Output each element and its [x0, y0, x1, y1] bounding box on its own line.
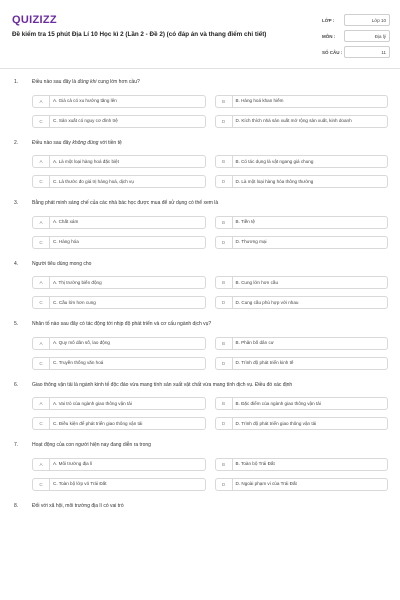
option-letter: B: [216, 96, 233, 107]
option-text: A. Môi trường địa lí: [53, 461, 93, 466]
option-text: A. Vai trò của ngành giao thông vận tải: [53, 400, 132, 406]
question-text-part: đúng khi: [77, 79, 97, 85]
option-text: A. Giá cả có xu hướng tăng lên: [53, 98, 117, 103]
option-letter: B: [216, 338, 233, 349]
option-text: B. Có tác dụng là vật ngang giá chung: [235, 158, 314, 164]
answer-option-b[interactable]: [215, 276, 389, 289]
answer-option-a[interactable]: [32, 276, 206, 289]
option-text: D. Ngoài phạm vi của Trái Đất: [235, 481, 297, 486]
option-text: C. Sản xuất có nguy cơ đình trệ: [53, 118, 118, 123]
option-text: B. Cung lớn hơn cầu: [235, 279, 279, 285]
answer-option-d[interactable]: [215, 296, 389, 309]
question-text-part: không đúng: [72, 139, 99, 146]
option-text: A. Là một loại hàng hoá đặc biệt: [53, 158, 119, 164]
worksheet-title: Đề kiểm tra 15 phút Địa Lí 10 Học kì 2 (Lần 2 - Đề 2) (có đáp án và thang điểm chi tiết): [12, 31, 267, 38]
option-letter: C: [33, 237, 50, 248]
answer-option-c[interactable]: [32, 296, 206, 309]
question-text-part: Nhân tố nào sau đây có tác động tới nhịp độ phát triển và cơ cấu ngành dịch vụ?: [32, 321, 212, 327]
option-letter: C: [33, 418, 50, 429]
meta-label: MÔN :: [322, 33, 336, 39]
option-letter: D: [216, 297, 233, 308]
question-text-part: với tiền tệ: [98, 139, 122, 146]
answer-option-c[interactable]: [32, 236, 206, 249]
question-list: [0, 77, 400, 519]
question-text: [32, 440, 386, 449]
answer-option-b[interactable]: [215, 397, 389, 410]
question-item: [0, 440, 400, 491]
option-letter: D: [216, 176, 233, 187]
option-text: C. Toàn bộ lớp vỏ Trái Đất: [53, 481, 107, 486]
option-letter: D: [216, 479, 233, 490]
meta-value: Lớp 10: [344, 14, 390, 26]
answer-option-c[interactable]: [32, 417, 206, 430]
question-item: [0, 138, 400, 189]
option-letter: A: [33, 156, 50, 167]
answer-option-a[interactable]: [32, 155, 206, 168]
answer-option-d[interactable]: [215, 417, 389, 430]
answer-option-d[interactable]: [215, 115, 389, 128]
option-letter: A: [33, 277, 50, 288]
meta-label: SỐ CÂU :: [322, 49, 343, 55]
question-text: [32, 138, 386, 147]
answer-options: [32, 397, 388, 430]
question-number: 3.: [14, 200, 19, 206]
question-number: 5.: [14, 321, 19, 327]
answer-option-c[interactable]: [32, 357, 206, 370]
answer-options: [32, 95, 388, 128]
meta-value: Địa lý: [344, 30, 390, 42]
option-text: D. Thương mại: [235, 239, 267, 244]
answer-option-b[interactable]: [215, 155, 389, 168]
question-text-part: Giao thông vận tải là ngành kinh tế độc đáo vừa mang tính sản xuất vật chất vừa mang tính dịch vụ. Điều đó xác định: [32, 381, 293, 388]
option-letter: C: [33, 479, 50, 490]
answer-option-b[interactable]: [215, 337, 389, 350]
question-text: [32, 380, 386, 389]
option-letter: A: [33, 398, 50, 409]
answer-option-d[interactable]: [215, 357, 389, 370]
option-text: C. Điều kiện để phát triển giao thông vận tải: [53, 420, 143, 426]
option-text: D. Trình độ phát triển giao thông vận tải: [235, 420, 317, 426]
answer-options: [32, 458, 388, 491]
option-text: A. Quy mô dân số, lao động: [53, 340, 110, 345]
option-letter: C: [33, 116, 50, 127]
option-text: B. Hàng hoá khan hiếm: [235, 98, 284, 103]
option-text: D. Cung cầu phù hợp với nhau: [235, 299, 299, 305]
question-number: 6.: [14, 381, 19, 388]
option-text: D. Là một loại hàng hóa thông thường: [235, 178, 314, 184]
question-text-part: cung lớn hơn cầu?: [96, 79, 140, 85]
answer-options: [32, 337, 388, 370]
option-letter: C: [33, 358, 50, 369]
answer-option-a[interactable]: [32, 337, 206, 350]
option-letter: A: [33, 459, 50, 470]
option-letter: B: [216, 459, 233, 470]
option-letter: B: [216, 217, 233, 228]
option-text: B. Toàn bộ Trái Đất: [235, 461, 275, 466]
question-item: [0, 319, 400, 370]
worksheet-header: [0, 0, 400, 72]
quizizz-logo: QUIZIZZ: [12, 14, 57, 26]
option-text: B. Tiền tệ: [235, 219, 255, 224]
question-item: [0, 259, 400, 310]
question-item: [0, 198, 400, 249]
option-text: C. Cầu lớn hơn cung: [53, 299, 96, 305]
worksheet-meta: [322, 13, 390, 61]
option-letter: A: [33, 338, 50, 349]
option-text: C. Truyền thống văn hoá: [53, 360, 104, 365]
answer-option-d[interactable]: [215, 478, 389, 491]
question-number: 8.: [14, 502, 19, 509]
answer-options: [32, 216, 388, 249]
question-number: 1.: [14, 79, 19, 85]
header-divider: [0, 68, 400, 69]
option-text: B. Đặc điểm của ngành giao thông vận tải: [235, 400, 321, 406]
option-letter: A: [33, 217, 50, 228]
option-text: D. Kích thích nhà sản xuất mở rộng sản xuất, kinh doanh: [235, 118, 352, 123]
option-text: C. Hàng hóa: [53, 239, 79, 244]
answer-option-c[interactable]: [32, 478, 206, 491]
question-text: [32, 77, 386, 86]
option-letter: D: [216, 358, 233, 369]
question-text-part: Điều nào sau đây: [32, 139, 73, 146]
question-number: 2.: [14, 139, 19, 146]
question-item: [0, 501, 400, 510]
meta-row: [322, 13, 390, 27]
meta-row: [322, 29, 390, 43]
option-letter: C: [33, 297, 50, 308]
question-text-part: Đối với xã hội, môi trường địa lí có vai trò: [32, 502, 124, 509]
answer-option-a[interactable]: [32, 458, 206, 471]
question-item: [0, 77, 400, 128]
answer-option-b[interactable]: [215, 95, 389, 108]
question-text-part: Điều nào sau đây là: [32, 79, 78, 85]
answer-option-b[interactable]: [215, 458, 389, 471]
answer-option-c[interactable]: [32, 115, 206, 128]
option-text: B. Phân bố dân cư: [235, 340, 274, 345]
question-text-part: Hoạt động của con người hiện nay đang diễn ra trong: [32, 442, 151, 448]
question-text: [32, 501, 386, 510]
meta-label: LỚP :: [322, 17, 335, 23]
question-text-part: Bằng phát minh sáng chế của các nhà bác học được mua để sử dụng có thể xem là: [32, 200, 219, 206]
answer-option-a[interactable]: [32, 397, 206, 410]
option-text: A. Thị trường biến động: [53, 279, 102, 285]
question-number: 7.: [14, 442, 19, 448]
question-text-part: Người tiêu dùng mong cho: [32, 260, 92, 267]
option-letter: A: [33, 96, 50, 107]
answer-options: [32, 276, 388, 309]
meta-row: [322, 45, 390, 59]
answer-option-a[interactable]: [32, 216, 206, 229]
answer-option-d[interactable]: [215, 175, 389, 188]
answer-options: [32, 155, 388, 188]
option-text: C. Là thước đo giá trị hàng hoá, dịch vụ: [53, 178, 134, 184]
answer-option-c[interactable]: [32, 175, 206, 188]
option-letter: B: [216, 398, 233, 409]
answer-option-b[interactable]: [215, 216, 389, 229]
question-item: [0, 380, 400, 431]
option-letter: B: [216, 156, 233, 167]
option-text: A. Chất xám: [53, 219, 79, 224]
option-letter: B: [216, 277, 233, 288]
answer-option-a[interactable]: [32, 95, 206, 108]
question-text: [32, 198, 386, 207]
option-text: D. Trình độ phát triển kinh tế: [235, 360, 294, 365]
answer-option-d[interactable]: [215, 236, 389, 249]
option-letter: C: [33, 176, 50, 187]
question-text: [32, 259, 386, 268]
question-number: 4.: [14, 260, 19, 267]
option-letter: D: [216, 116, 233, 127]
meta-value: 11: [344, 46, 390, 58]
question-text: [32, 319, 386, 328]
option-letter: D: [216, 418, 233, 429]
option-letter: D: [216, 237, 233, 248]
